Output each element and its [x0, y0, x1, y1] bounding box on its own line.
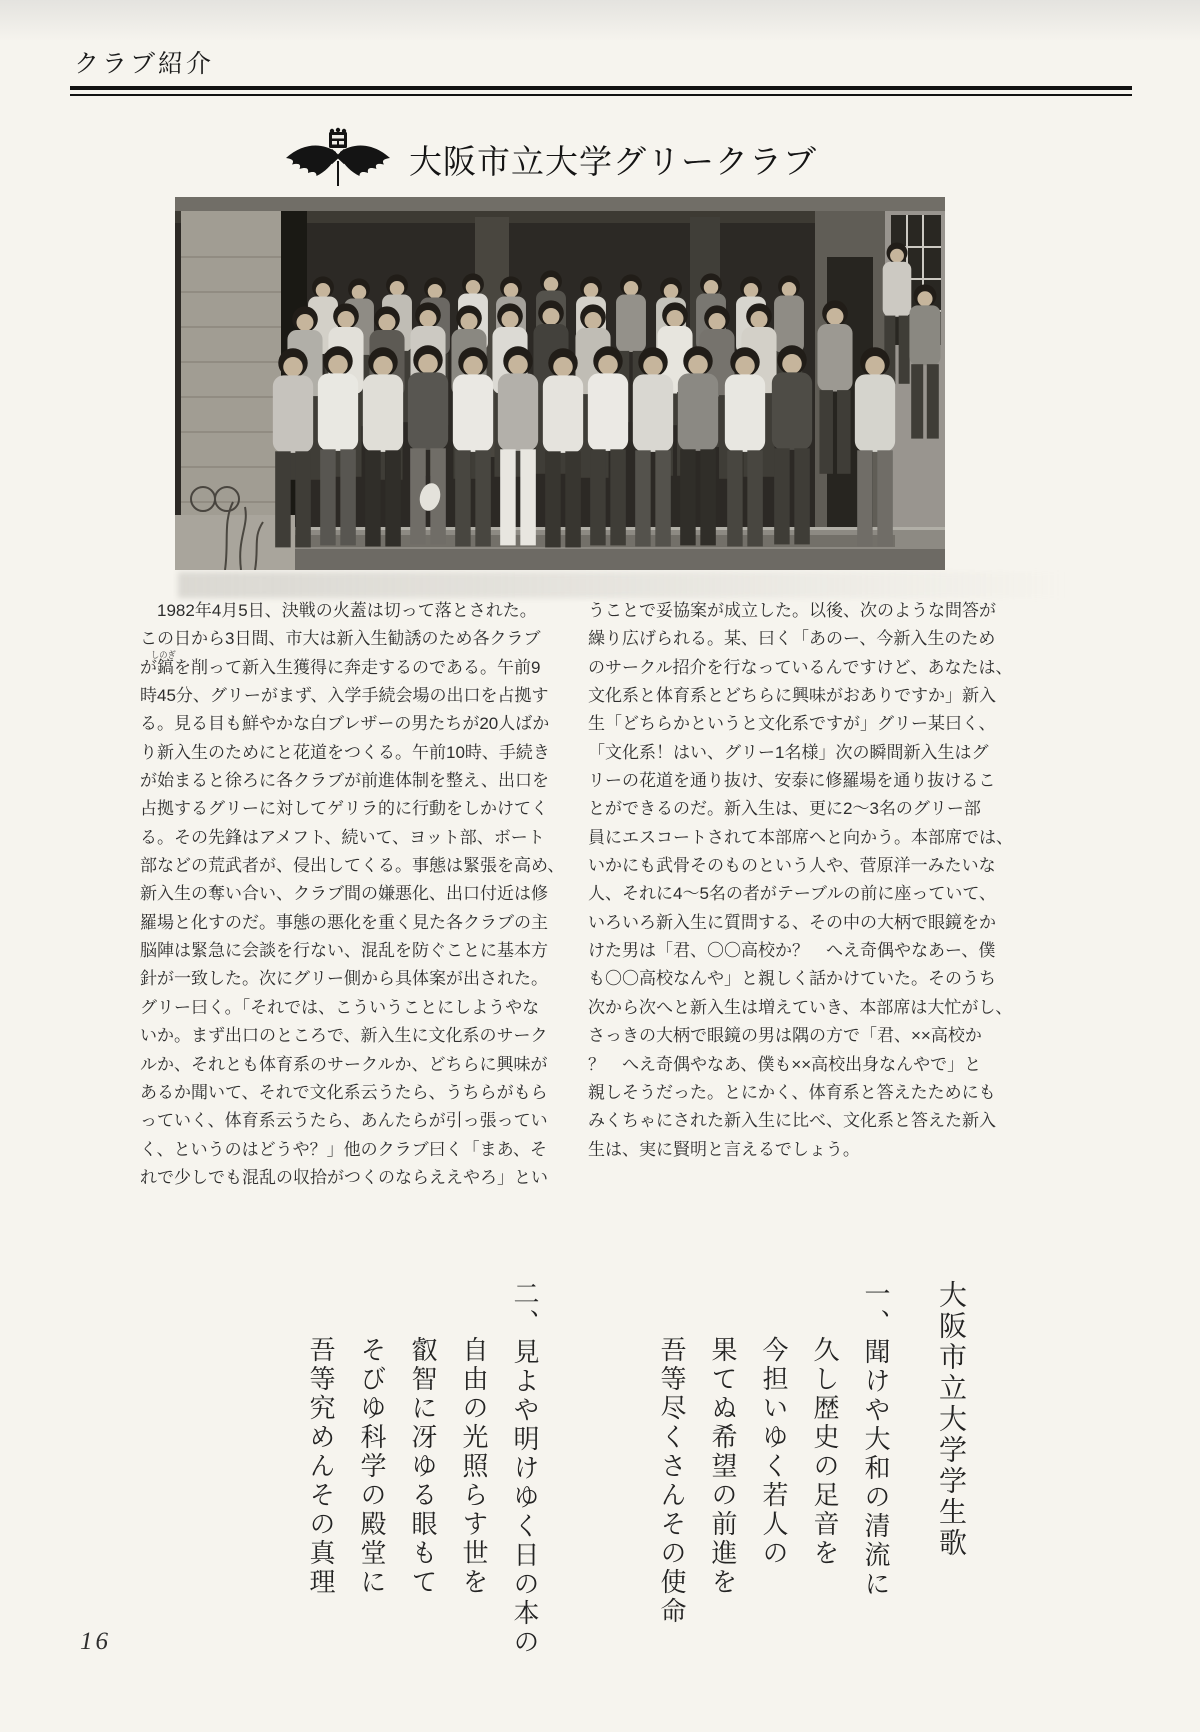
text-line: 次から次へと新入生は増えていき、本部席は大忙がし、 [588, 997, 1013, 1017]
text-line: 新入生の奪い合い、クラブ間の嫌悪化、出口付近は修 [140, 884, 548, 904]
text-line: 部などの荒武者が、侵出してくる。事態は緊張を高め、 [140, 856, 565, 876]
text-line: が始まると徐ろに各クラブが前進体制を整え、出口を [140, 771, 550, 791]
text-line: く、というのはどうや？」他のクラブ曰く「まあ、そ [140, 1139, 547, 1159]
song-verse-2 [302, 1280, 543, 1700]
song-line: 二、見よや明けゆく日の本の [510, 1280, 539, 1657]
text-line: 「文化系！はい、グリー1名様」次の瞬間新入生はグ [588, 742, 989, 762]
text-line: も〇〇高校なんや」と親しく話かけていた。そのうち [588, 969, 996, 989]
text-line: みくちゃにされた新入生に比べ、文化系と答えた新入 [588, 1111, 996, 1131]
song-line: 今担いゆく若人の [759, 1336, 788, 1568]
header-double-rule [70, 86, 1132, 96]
song-line: 叡智に冴ゆる眼もて [408, 1336, 437, 1597]
student-song [288, 1280, 970, 1700]
scan-shadow-band [178, 572, 1068, 598]
song-line: 吾等尽くさんその使命 [657, 1336, 686, 1626]
page-number: 16 [80, 1628, 111, 1655]
song-line: 久し歴史の足音を [810, 1336, 839, 1568]
text-line: 針が一致した。次にグリー側から具体案が出された。 [140, 969, 548, 989]
page-header: クラブ紹介 [74, 50, 215, 78]
winged-crest-logo-icon [283, 127, 393, 191]
text-line: 員にエスコートされて本部席へと向かう。本部席では、 [588, 827, 1013, 847]
text-line: いかにも武骨そのものという人や、菅原洋一みたいな [588, 856, 996, 876]
furigana-shinogi: しのぎ [151, 650, 176, 660]
text-line: グリー曰く。「それでは、こういうことにしようやな [140, 997, 540, 1017]
article-right-column [588, 597, 1013, 1164]
text-line: とができるのだ。新入生は、更に2～3名のグリー部 [588, 799, 981, 819]
club-title: 大阪市立大学グリークラブ [409, 142, 817, 180]
text-line: けた男は「君、〇〇高校か？ へえ奇偶やなあー、僕 [588, 941, 996, 961]
masthead [283, 126, 817, 192]
song-line: 一、聞けや大和の清流に [861, 1280, 890, 1599]
text-line: が鎬を削って新入生獲得に奔走するのである。午前9 [140, 657, 541, 677]
text-line: さっきの大柄で眼鏡の男は隅の方で「君、××高校か [588, 1026, 982, 1046]
article-left-column [140, 597, 565, 1192]
text-line: いろいろ新入生に質問する、その中の大柄で眼鏡をか [588, 912, 996, 932]
text-line: 占拠するグリーに対してゲリラ的に行動をしかけてく [140, 799, 548, 819]
text-line: っていく、体育系云うたら、あんたらが引っ張ってい [140, 1111, 548, 1131]
song-line: そびゆ科学の殿堂に [357, 1336, 386, 1597]
text-line: 1982年4月5日、決戦の火蓋は切って落とされた。 [140, 601, 537, 620]
song-line: 自由の光照らす世を [459, 1336, 488, 1597]
text-line: 生「どちらかというと文化系ですが」グリー某曰く、 [588, 714, 996, 734]
text-line: うことで妥協案が成立した。以後、次のような問答が [588, 601, 996, 620]
text-line: この日から3日間、市大は新入生勧誘のため各クラブ [140, 629, 541, 649]
song-line: 吾等究めんその真理 [306, 1336, 335, 1597]
text-line: る。その先鋒はアメフト、続いて、ヨット部、ボート [140, 827, 545, 847]
text-line: 繰り広げられる。某、曰く「あのー、今新入生のため [588, 629, 996, 649]
text-line: 生は、実に賢明と言えるでしょう。 [588, 1139, 860, 1159]
song-title: 大阪市立大学学生歌 [935, 1280, 966, 1559]
text-line: 親しそうだった。とにかく、体育系と答えたためにも [588, 1082, 996, 1102]
text-line: 文化系と体育系とどちらに興味がおありですか」新入 [588, 686, 996, 706]
text-line: 人、それに4～5名の者がテーブルの前に座っていて、 [588, 884, 997, 904]
text-line: のサークル招介を行なっているんですけど、あなたは、 [588, 657, 1013, 677]
scan-top-shading [0, 0, 1200, 42]
text-line: り新入生のためにと花道をつくる。午前10時、手続き [140, 742, 550, 762]
text-line: 羅場と化すのだ。事態の悪化を重く見た各クラブの主 [140, 912, 548, 932]
text-line: いか。まず出口のところで、新入生に文化系のサーク [140, 1026, 548, 1046]
text-line: リーの花道を通り抜け、安泰に修羅場を通り抜けるこ [588, 771, 996, 791]
text-line: れで少しでも混乱の収拾がつくのならええやろ」とい [140, 1167, 548, 1187]
song-line: 果てぬ希望の前進を [708, 1336, 737, 1597]
text-line: ？ へえ奇偶やなあ、僕も××高校出身なんやで」と [588, 1054, 982, 1074]
text-line: 脳陣は緊急に会談を行ない、混乱を防ぐことに基本方 [140, 941, 548, 961]
group-photo [175, 197, 945, 570]
text-line: る。見る目も鮮やかな白ブレザーの男たちが20人ばか [140, 714, 550, 734]
text-line: ルか、それとも体育系のサークルか、どちらに興味が [140, 1054, 548, 1074]
song-verse-1 [653, 1280, 894, 1700]
text-line: あるか聞いて、それで文化系云うたら、うちらがもら [140, 1082, 548, 1102]
text-line: 時45分、グリーがまず、入学手続会場の出口を占拠す [140, 686, 549, 706]
